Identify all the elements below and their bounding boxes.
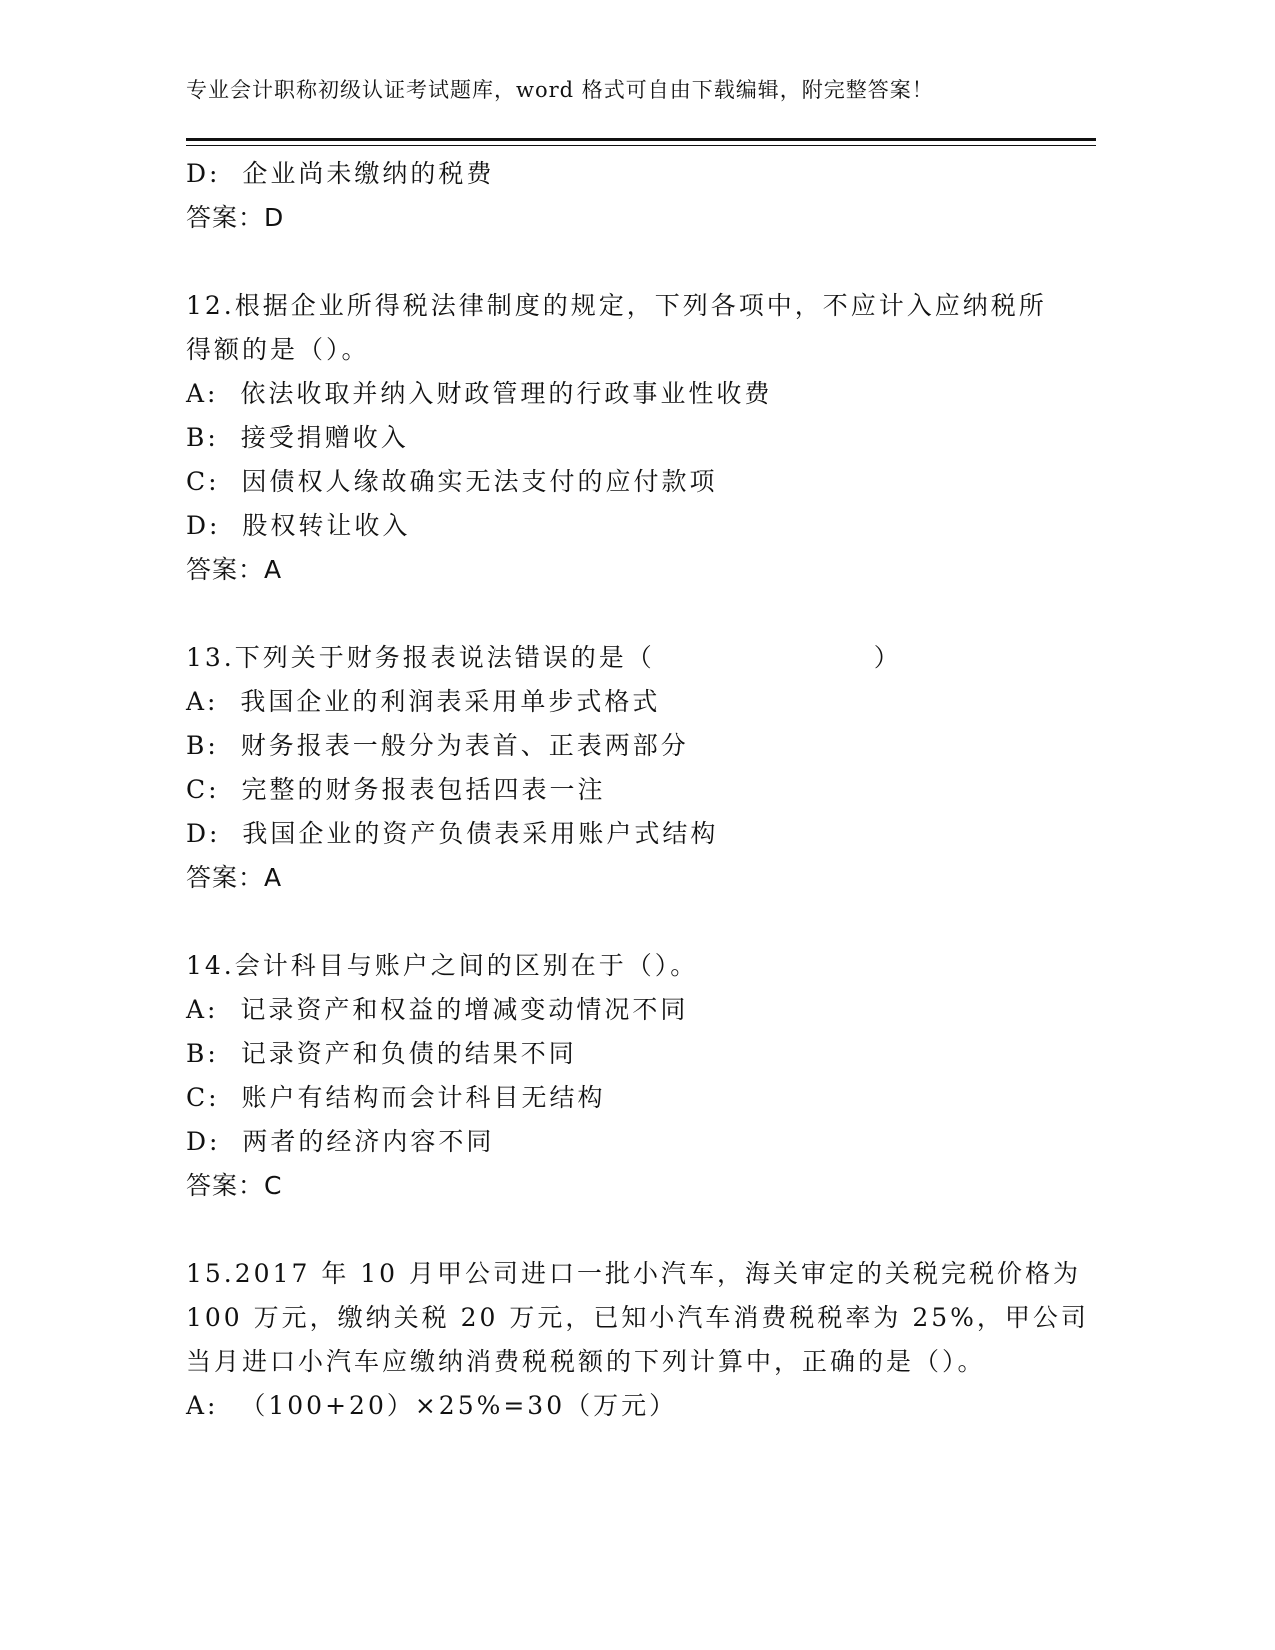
q13-option-b: B: 财务报表一般分为表首、正表两部分 (186, 731, 689, 760)
question-content (186, 152, 1089, 1428)
q14-option-a: A: 记录资产和权益的增减变动情况不同 (186, 995, 689, 1024)
q12-option-a: A: 依法收取并纳入财政管理的行政事业性收费 (186, 379, 773, 408)
q12-stem-line1: 12.根据企业所得税法律制度的规定，下列各项中，不应计入应纳税所 (186, 291, 1047, 320)
q13-option-d: D: 我国企业的资产负债表采用账户式结构 (186, 819, 719, 848)
q12-stem-line2: 得额的是（）。 (186, 335, 370, 364)
q14-answer: 答案：C (186, 1171, 283, 1200)
spacer (186, 1208, 1086, 1252)
q14-option-b: B: 记录资产和负债的结果不同 (186, 1039, 577, 1068)
spacer (186, 900, 1086, 944)
q13-answer: 答案：A (186, 863, 283, 892)
q12-option-c: C: 因债权人缘故确实无法支付的应付款项 (186, 467, 718, 496)
spacer (186, 592, 1086, 636)
q15-stem-line2: 100 万元，缴纳关税 20 万元，已知小汽车消费税税率为 25%，甲公司 (186, 1303, 1089, 1332)
q12-option-d: D: 股权转让收入 (186, 511, 411, 540)
prev-answer: 答案：D (186, 203, 285, 232)
q15-stem-line1: 15.2017 年 10 月甲公司进口一批小汽车，海关审定的关税完税价格为 (186, 1259, 1082, 1288)
q14-option-c: C: 账户有结构而会计科目无结构 (186, 1083, 606, 1112)
header-rule-thin (186, 145, 1096, 146)
q14-option-d: D: 两者的经济内容不同 (186, 1127, 495, 1156)
q13-stem: 13.下列关于财务报表说法错误的是（ ） (186, 643, 902, 672)
q13-option-c: C: 完整的财务报表包括四表一注 (186, 775, 606, 804)
header-rule-thick (186, 138, 1096, 141)
q15-option-a: A: （100+20）×25%=30（万元） (186, 1391, 678, 1420)
q12-option-b: B: 接受捐赠收入 (186, 423, 409, 452)
page-header: 专业会计职称初级认证考试题库，word 格式可自由下载编辑，附完整答案！ (186, 78, 934, 102)
q14-stem: 14.会计科目与账户之间的区别在于（）。 (186, 951, 699, 980)
spacer (186, 240, 1086, 284)
q12-answer: 答案：A (186, 555, 283, 584)
prev-option-d: D: 企业尚未缴纳的税费 (186, 159, 495, 188)
q15-stem-line3: 当月进口小汽车应缴纳消费税税额的下列计算中，正确的是（）。 (186, 1347, 986, 1376)
q13-option-a: A: 我国企业的利润表采用单步式格式 (186, 687, 661, 716)
